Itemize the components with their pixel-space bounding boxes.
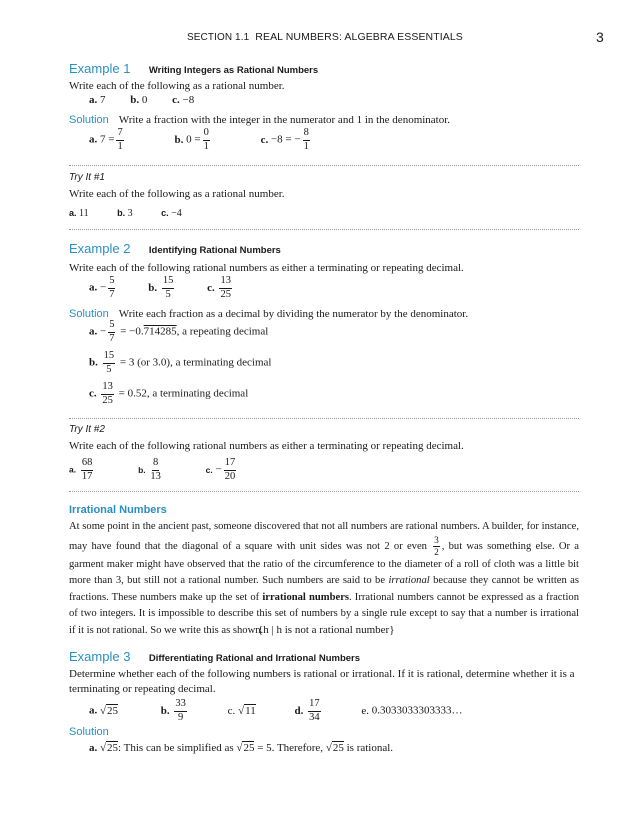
repeating-digits: 714285	[143, 325, 177, 338]
example-2-answer-c	[89, 382, 248, 406]
fraction: $\frac{68}{17}$	[81, 457, 93, 482]
item-value: 0	[141, 94, 148, 106]
fraction: $\frac{13}{25}$	[220, 275, 231, 300]
try-it-1-label: Try It #1	[69, 172, 105, 183]
answer-text: = 3 (or 3.0), a terminating decimal	[119, 356, 272, 369]
item-value: −8	[182, 94, 195, 106]
emphasis: irrational	[388, 575, 430, 586]
square-root: √25	[325, 742, 344, 754]
item-value: 0.3033033303333…	[371, 704, 463, 717]
paragraph-text: Or a garment maker might have observed that the ratio of the circumference to the diameter of a roll of cloth was a little bit more than 3, but still not a rational number. Such numbers are said to be	[69, 540, 579, 586]
item-label: d.	[294, 704, 304, 717]
item-value: 11	[79, 208, 89, 219]
answer-label: b.	[89, 356, 98, 369]
fraction: $\frac{33}{9}$	[175, 698, 186, 723]
fraction: $\frac{0}{1}$	[203, 127, 209, 152]
item-label: c.	[161, 208, 169, 218]
section-number: SECTION 1.1	[187, 32, 250, 43]
answer-text: = 0.52, a terminating decimal	[118, 387, 249, 400]
example-label: Example 1	[69, 61, 131, 76]
example-2-prompt: Write each of the following rational numbers as either a terminating or repeating decimal.	[69, 262, 464, 274]
item-label: a.	[69, 464, 77, 475]
paragraph-text: . Irrational numbers cannot be expressed as a fraction of two integers. It is impossible to describe this set of numbers by a single rule except to say that a number is irrational if it is not rational. So we write this as shown.	[69, 591, 579, 636]
example-label: Example 2	[69, 241, 131, 256]
example-2-answer-b	[89, 351, 271, 375]
answer-label: c.	[89, 387, 97, 400]
solution-text: Write each fraction as a decimal by dividing the numerator by the denominator.	[118, 308, 469, 320]
fraction: $\frac{5}{7}$	[109, 319, 115, 344]
answer-label: a.	[89, 742, 98, 754]
example-1-solution	[69, 110, 450, 128]
answer-label: a.	[89, 133, 98, 146]
fraction: $\frac{17}{20}$	[224, 457, 236, 482]
item-label: c.	[207, 281, 215, 294]
fraction: $\frac{3}{2}$	[434, 534, 439, 557]
example-label: Example 3	[69, 649, 131, 664]
example-1-answers	[89, 128, 389, 152]
key-term: irrational numbers	[262, 591, 350, 603]
example-1-prompt: Write each of the following as a rational number.	[69, 80, 285, 92]
fraction: $\frac{7}{1}$	[117, 127, 123, 152]
item-label: e.	[361, 704, 369, 717]
example-title: Differentiating Rational and Irrational Numbers	[148, 653, 361, 664]
answer-label: c.	[260, 133, 269, 146]
fraction: $\frac{17}{34}$	[309, 698, 320, 723]
example-1-items	[89, 94, 194, 106]
try-it-1-items	[69, 208, 182, 219]
item-value: 7	[100, 94, 106, 106]
item-label: c.	[227, 704, 236, 717]
example-title: Identifying Rational Numbers	[148, 245, 281, 256]
page-number: 3	[596, 29, 604, 45]
paragraph-text: , but was something else.	[441, 540, 555, 552]
irrational-paragraph	[69, 519, 579, 639]
answer-text: : This can be simplified as	[118, 742, 234, 754]
example-3-prompt: Determine whether each of the following numbers is rational or irrational. If it is rational, determine whether it is a terminating or repeating decimal.	[69, 668, 575, 695]
example-2-items	[89, 276, 234, 300]
paragraph-text: At some point in the ancient past, someone discovered that not all numbers are rational numbers. A builder, for instance, may have found that the diagonal of a square with unit sides was not 2 or even	[69, 521, 579, 552]
example-3-solution-a	[89, 742, 393, 754]
item-label: b.	[148, 281, 158, 294]
answer-text: = 5. Therefore,	[257, 742, 324, 754]
item-value: 3	[127, 208, 133, 219]
answer-text: is rational.	[346, 742, 394, 754]
solution-label: Solution	[69, 726, 109, 738]
sign: −	[100, 325, 107, 338]
fraction: $\frac{15}{5}$	[103, 350, 115, 375]
divider	[69, 491, 579, 492]
sign: −	[100, 281, 107, 294]
section-title: REAL NUMBERS: ALGEBRA ESSENTIALS	[255, 31, 463, 43]
try-it-2-label: Try It #2	[69, 424, 105, 435]
item-label: a.	[89, 704, 98, 717]
solution-label: Solution	[69, 114, 109, 126]
example-2-answer-a	[89, 320, 268, 344]
paragraph-text: because they cannot be written as fractions. These numbers make up the set of	[69, 575, 580, 603]
running-header	[187, 31, 463, 43]
item-label: c.	[172, 94, 180, 106]
answer-text: , a repeating decimal	[176, 325, 269, 338]
fraction: $\frac{8}{1}$	[303, 127, 309, 152]
try-it-1-prompt: Write each of the following as a rational number.	[69, 188, 285, 200]
item-label: b.	[117, 208, 126, 218]
answer-lhs: 0 =	[186, 133, 201, 146]
fraction: $\frac{5}{7}$	[109, 275, 115, 300]
square-root: √25	[236, 742, 255, 754]
item-label: b.	[138, 464, 146, 475]
sign: −	[215, 463, 222, 476]
divider	[69, 229, 579, 230]
item-label: a.	[89, 281, 98, 294]
answer-lhs: −8 = −	[270, 133, 301, 146]
item-label: a.	[89, 94, 98, 106]
square-root: √25	[100, 742, 119, 754]
answer-equals: = −0.	[120, 325, 144, 338]
square-root: √25	[100, 704, 119, 717]
item-label: b.	[130, 94, 140, 106]
solution-text: Write a fraction with the integer in the numerator and 1 in the denominator.	[118, 114, 451, 126]
example-1-heading	[69, 60, 318, 78]
example-2-heading	[69, 240, 281, 258]
solution-label: Solution	[69, 308, 109, 320]
fraction: $\frac{13}{25}$	[102, 381, 113, 406]
fraction: $\frac{15}{5}$	[162, 275, 174, 300]
set-notation: {h | h is not a rational number}	[258, 624, 395, 636]
answer-label: b.	[174, 133, 184, 146]
item-value: −4	[171, 208, 182, 219]
try-it-2-prompt: Write each of the following rational numbers as either a terminating or repeating decimal.	[69, 440, 464, 452]
example-3-items	[89, 699, 462, 723]
example-3-heading	[69, 648, 360, 666]
divider	[69, 418, 579, 419]
item-label: b.	[160, 704, 170, 717]
answer-lhs: 7 =	[100, 133, 115, 146]
square-root: √11	[238, 704, 256, 717]
answer-label: a.	[89, 325, 98, 338]
item-label: a.	[69, 208, 77, 218]
example-title: Writing Integers as Rational Numbers	[148, 65, 319, 76]
try-it-2-items	[69, 458, 238, 482]
fraction: $\frac{8}{13}$	[150, 457, 161, 482]
item-label: c.	[205, 464, 213, 475]
section-heading: Irrational Numbers	[69, 504, 167, 516]
divider	[69, 165, 579, 166]
